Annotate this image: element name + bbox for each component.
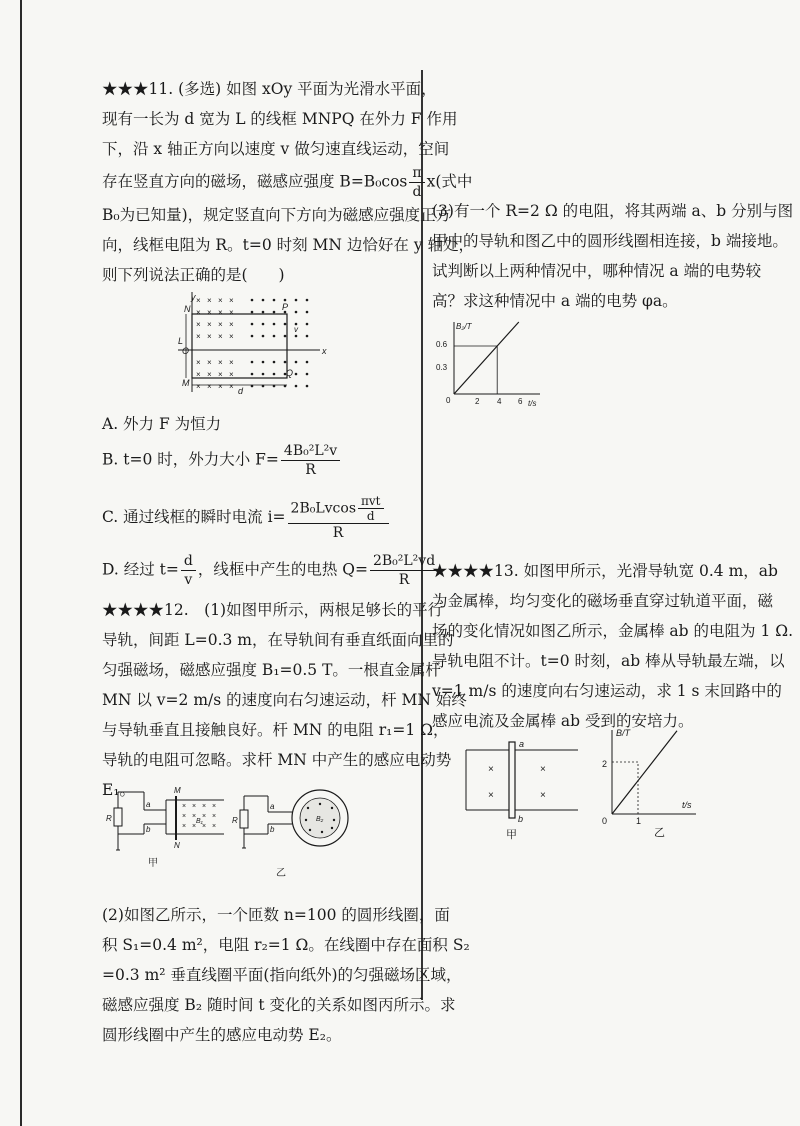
- q11-label-v: v: [294, 325, 298, 334]
- q13-graph-x1: 1: [636, 816, 642, 826]
- q11-line-4: [102, 164, 472, 201]
- q12-line-6: 导轨的电阻可忽略。求杆 MN 中产生的感应电动势: [102, 751, 452, 769]
- q12-part2-line-1: (2)如图乙所示，一个匝数 n=100 的圆形线圈，面: [102, 906, 450, 924]
- q12-field-crosses: [182, 803, 216, 830]
- q11-option-b-den: R: [305, 462, 316, 478]
- q11-dot-mark: [306, 335, 309, 338]
- q12-dot-mark: [331, 827, 333, 829]
- q11-option-b-text: B. t=0 时，外力大小 F=: [102, 450, 279, 469]
- q12-jia-r: R: [106, 814, 112, 823]
- q11-option-b: [102, 442, 342, 479]
- q11-label-p: P: [282, 302, 289, 312]
- q11-option-c-frac: [288, 494, 389, 542]
- q13-caption-yi: 乙: [654, 827, 665, 839]
- q11-dot-mark: [306, 323, 309, 326]
- q11-figure: [178, 292, 328, 402]
- q11-cross-mark: ×: [196, 382, 201, 391]
- q12-part2-line-4: 磁感应强度 B₂ 随时间 t 变化的关系如图丙所示。求: [102, 996, 456, 1014]
- q11-cross-mark: ×: [229, 308, 234, 317]
- q12-jia-b: b: [146, 825, 151, 834]
- q11-dot-mark: [295, 299, 298, 302]
- q11-cross-mark: ×: [218, 382, 223, 391]
- q13-graph-ylabel: B/T: [616, 728, 631, 738]
- q11-line-4-tail: x(式中: [426, 172, 473, 191]
- q11-label-d: d: [238, 386, 244, 396]
- q13-graph-origin: 0: [602, 816, 608, 826]
- q12-line-5: 与导轨垂直且接触良好。杆 MN 的电阻 r₁=1 Ω，: [102, 721, 449, 739]
- q11-label-o: O: [182, 346, 190, 356]
- q13-line-6: 感应电流及金属棒 ab 受到的安培力。: [432, 712, 694, 730]
- q11-dot-mark: [306, 361, 309, 364]
- q11-line-1: ★★★11. (多选) 如图 xOy 平面为光滑水平面，: [102, 80, 437, 98]
- q12-graph-x1: 2: [475, 397, 480, 406]
- q12-jia-b1: B₁: [196, 818, 203, 825]
- q13-graph-y1: 2: [602, 759, 608, 769]
- q11-option-d-mid: ，线框中产生的电热 Q=: [197, 560, 368, 579]
- q13-graph-b: [596, 724, 706, 844]
- q12-part3-line-4: 高？求这种情况中 a 端的电势 φa。: [432, 292, 678, 310]
- q11-dot-mark: [295, 385, 298, 388]
- q11-dot-mark: [273, 373, 276, 376]
- q11-dot-mark: [251, 335, 254, 338]
- q11-dot-mark: [273, 323, 276, 326]
- q12-cross-mark: ×: [202, 823, 207, 830]
- q13-cross-3: ×: [488, 790, 494, 801]
- q11-dot-mark: [284, 299, 287, 302]
- q12-dot-mark: [309, 829, 311, 831]
- q12-figure-yi: [232, 782, 362, 882]
- q12-graph-x3: 6: [518, 397, 523, 406]
- q11-cross-mark: ×: [229, 320, 234, 329]
- q12-graph-origin: 0: [446, 396, 451, 405]
- q12-cross-mark: ×: [182, 803, 187, 810]
- q11-line-5: B₀为已知量)，规定竖直向下方向为磁感应强度正方: [102, 206, 452, 224]
- q12-yi-b: b: [270, 825, 275, 834]
- q12-part2-line-2: 积 S₁=0.4 m²，电阻 r₂=1 Ω。在线圈中存在面积 S₂: [102, 936, 470, 954]
- q11-option-a: A. 外力 F 为恒力: [102, 415, 222, 433]
- q11-cross-mark: ×: [207, 308, 212, 317]
- q12-jia-m: M: [174, 786, 181, 795]
- q13-graph-guide: [612, 762, 638, 814]
- q11-dot-mark: [295, 311, 298, 314]
- q11-cross-mark: ×: [207, 382, 212, 391]
- q12-cross-mark: ×: [192, 803, 197, 810]
- q11-cross-mark: ×: [229, 296, 234, 305]
- q11-dot-mark: [262, 299, 265, 302]
- q13-line-1: ★★★★13. 如图甲所示，光滑导轨宽 0.4 m，ab: [432, 562, 778, 580]
- q13-cross-2: ×: [540, 764, 546, 775]
- q11-cos-num: π: [409, 164, 424, 183]
- q11-dot-mark: [262, 335, 265, 338]
- q11-option-c-text: C. 通过线框的瞬时电流 i=: [102, 508, 286, 526]
- q12-part3-line-1: (3)有一个 R=2 Ω 的电阻，将其两端 a、b 分别与图: [432, 202, 794, 220]
- q11-option-d-q-frac: [370, 552, 438, 589]
- q12-graph-y2: 0.3: [436, 363, 448, 372]
- q12-dot-mark: [319, 803, 321, 805]
- q11-cross-mark: ×: [207, 332, 212, 341]
- q11-cross-mark: ×: [229, 370, 234, 379]
- q11-option-d-text: D. 经过 t=: [102, 560, 179, 579]
- q12-dot-mark: [331, 807, 333, 809]
- q13-cross-4: ×: [540, 790, 546, 801]
- q12-line-4: MN 以 v=2 m/s 的速度向右匀速运动，杆 MN 始终: [102, 691, 467, 709]
- q12-graph-y1: 0.6: [436, 340, 448, 349]
- q11-option-c: [102, 494, 391, 542]
- q11-cross-mark: ×: [207, 370, 212, 379]
- q11-dot-mark: [262, 361, 265, 364]
- q11-line-7: 则下列说法正确的是( ): [102, 266, 285, 284]
- q13-rod-ab: [509, 742, 515, 818]
- q12-graph-ylabel: B₂/T: [456, 322, 472, 331]
- q11-dot-mark: [273, 311, 276, 314]
- q11-cross-mark: ×: [218, 320, 223, 329]
- q11-option-c-inner-num: πvt: [358, 494, 384, 509]
- q12-line-2: 导轨，间距 L=0.3 m，在导轨间有垂直纸面向里的: [102, 631, 454, 649]
- q11-dot-mark: [262, 373, 265, 376]
- q12-dot-mark: [305, 819, 307, 821]
- q11-line-2: 现有一长为 d 宽为 L 的线框 MNPQ 在外力 F 作用: [102, 110, 458, 128]
- q11-option-c-den: R: [332, 525, 344, 541]
- q12-part2-line-5: 圆形线圈中产生的感应电动势 E₂。: [102, 1026, 342, 1044]
- q11-dot-mark: [273, 299, 276, 302]
- q11-dot-mark: [284, 323, 287, 326]
- q11-label-l: L: [178, 336, 184, 346]
- q11-cross-mark: ×: [207, 296, 212, 305]
- q11-cos-den: d: [412, 184, 422, 200]
- q11-option-d-t-num: d: [181, 552, 196, 571]
- q11-cross-mark: ×: [218, 296, 223, 305]
- q13-line-2: 为金属棒，均匀变化的磁场垂直穿过轨道平面，磁: [432, 592, 774, 610]
- q13-line-3: 场的变化情况如图乙所示，金属棒 ab 的电阻为 1 Ω.: [432, 622, 794, 640]
- q11-option-c-inner-den: d: [366, 509, 375, 523]
- q12-cross-mark: ×: [182, 813, 187, 820]
- q11-label-x: x: [322, 346, 327, 356]
- q11-dot-mark: [284, 361, 287, 364]
- q11-dot-mark: [262, 311, 265, 314]
- q11-cross-mark: ×: [196, 320, 201, 329]
- q11-option-b-num: 4B₀²L²v: [281, 442, 340, 461]
- q11-option-d-num: 2B₀²L²vd: [370, 552, 438, 571]
- q11-option-d-den: R: [398, 572, 410, 588]
- q11-cross-mark: ×: [218, 358, 223, 367]
- q11-dot-mark: [251, 373, 254, 376]
- q11-dot-mark: [306, 311, 309, 314]
- q11-dot-mark: [306, 299, 309, 302]
- q12-cross-mark: ×: [202, 813, 207, 820]
- q12-cross-mark: ×: [212, 823, 217, 830]
- q12-line-3: 匀强磁场，磁感应强度 B₁=0.5 T。一根直金属杆: [102, 661, 441, 679]
- q12-resistor-yi: [240, 810, 248, 828]
- q11-cross-mark: ×: [229, 358, 234, 367]
- q12-dot-mark: [307, 807, 309, 809]
- q11-dot-mark: [295, 373, 298, 376]
- q11-dot-mark: [251, 299, 254, 302]
- q12-line-7: E₁。: [102, 781, 136, 799]
- q11-dot-mark: [273, 361, 276, 364]
- q13-figure-jia: [462, 738, 592, 848]
- q11-label-n: N: [184, 304, 191, 314]
- q13-line-5: v=1 m/s 的速度向右匀速运动，求 1 s 末回路中的: [432, 682, 782, 700]
- q11-label-y: y: [191, 292, 196, 302]
- q11-dot-mark: [306, 373, 309, 376]
- q12-cross-mark: ×: [212, 803, 217, 810]
- q13-graph-xlabel: t/s: [682, 800, 692, 810]
- q11-dot-mark: [262, 323, 265, 326]
- q12-dot-mark: [333, 819, 335, 821]
- q11-label-m: M: [182, 378, 190, 388]
- q11-dot-mark: [284, 335, 287, 338]
- scan-edge: [20, 0, 22, 1126]
- q12-part3-line-3: 试判断以上两种情况中，哪种情况 a 端的电势较: [432, 262, 762, 280]
- q12-graph-series: [454, 322, 519, 394]
- q12-cross-mark: ×: [182, 823, 187, 830]
- q11-dot-mark: [251, 311, 254, 314]
- q12-figure-jia: [104, 782, 234, 872]
- q11-dot-mark: [273, 335, 276, 338]
- q12-cross-mark: ×: [192, 813, 197, 820]
- q12-yi-a: a: [270, 802, 275, 811]
- q11-line-4-text: 存在竖直方向的磁场，磁感应强度 B=B₀cos: [102, 172, 408, 191]
- q11-cross-mark: ×: [207, 358, 212, 367]
- q13-line-4: 导轨电阻不计。t=0 时刻，ab 棒从导轨最左端，以: [432, 652, 785, 670]
- q11-cross-mark: ×: [196, 370, 201, 379]
- q11-option-d-t-den: v: [184, 572, 193, 588]
- q11-cross-mark: ×: [196, 332, 201, 341]
- q12-jia-n: N: [174, 841, 180, 850]
- q11-dot-mark: [295, 361, 298, 364]
- q13-graph-series: [612, 731, 677, 814]
- q11-dot-mark: [251, 323, 254, 326]
- q11-option-c-num-text: 2B₀Lvcos: [290, 500, 357, 517]
- q12-yi-r: R: [232, 816, 238, 825]
- q11-option-d-t-frac: [181, 552, 196, 589]
- q11-cross-mark: ×: [196, 358, 201, 367]
- q12-caption-yi: 乙: [276, 868, 286, 879]
- q11-cross-mark: ×: [196, 296, 201, 305]
- q12-part2-line-3: =0.3 m² 垂直线圈平面(指向纸外)的匀强磁场区域，: [102, 966, 462, 984]
- q12-cross-mark: ×: [212, 813, 217, 820]
- q11-option-d: [102, 552, 440, 589]
- q13-label-b: b: [518, 814, 524, 824]
- q13-caption-jia: 甲: [506, 829, 517, 841]
- q12-cross-mark: ×: [202, 803, 207, 810]
- q13-label-a: a: [519, 739, 525, 749]
- q11-option-c-inner-frac: [358, 494, 384, 523]
- q12-cross-mark: ×: [192, 823, 197, 830]
- q12-yi-b2: B₂: [316, 816, 324, 823]
- q11-dot-mark: [295, 335, 298, 338]
- q12-caption-jia: 甲: [148, 858, 158, 869]
- q12-dot-mark: [321, 831, 323, 833]
- q11-label-q: Q: [286, 368, 294, 378]
- q11-dot-mark: [306, 385, 309, 388]
- q11-option-c-num: [288, 494, 389, 524]
- q11-line-3: 下，沿 x 轴正方向以速度 v 做匀速直线运动，空间: [102, 140, 450, 158]
- q11-option-b-frac: [281, 442, 340, 479]
- q12-graph-b2: [432, 318, 552, 418]
- q11-cross-mark: ×: [218, 370, 223, 379]
- q11-dot-mark: [251, 361, 254, 364]
- q11-cross-mark: ×: [229, 332, 234, 341]
- q12-part3-line-2: 甲中的导轨和图乙中的圆形线圈相连接，b 端接地。: [432, 232, 788, 250]
- q11-cos-frac: [409, 164, 424, 201]
- q12-resistor-jia: [114, 808, 122, 826]
- q11-cross-mark: ×: [218, 308, 223, 317]
- q12-line-1: ★★★★12. (1)如图甲所示，两根足够长的平行: [102, 601, 444, 619]
- q12-jia-a: a: [146, 800, 151, 809]
- q11-cross-mark: ×: [229, 382, 234, 391]
- q12-graph-x2: 4: [497, 397, 502, 406]
- q11-cross-mark: ×: [207, 320, 212, 329]
- q11-cross-mark: ×: [196, 308, 201, 317]
- q11-line-6: 向，线框电阻为 R。t=0 时刻 MN 边恰好在 y 轴处，: [102, 236, 475, 254]
- q12-graph-xlabel: t/s: [528, 399, 537, 408]
- q13-cross-1: ×: [488, 764, 494, 775]
- q11-cross-mark: ×: [218, 332, 223, 341]
